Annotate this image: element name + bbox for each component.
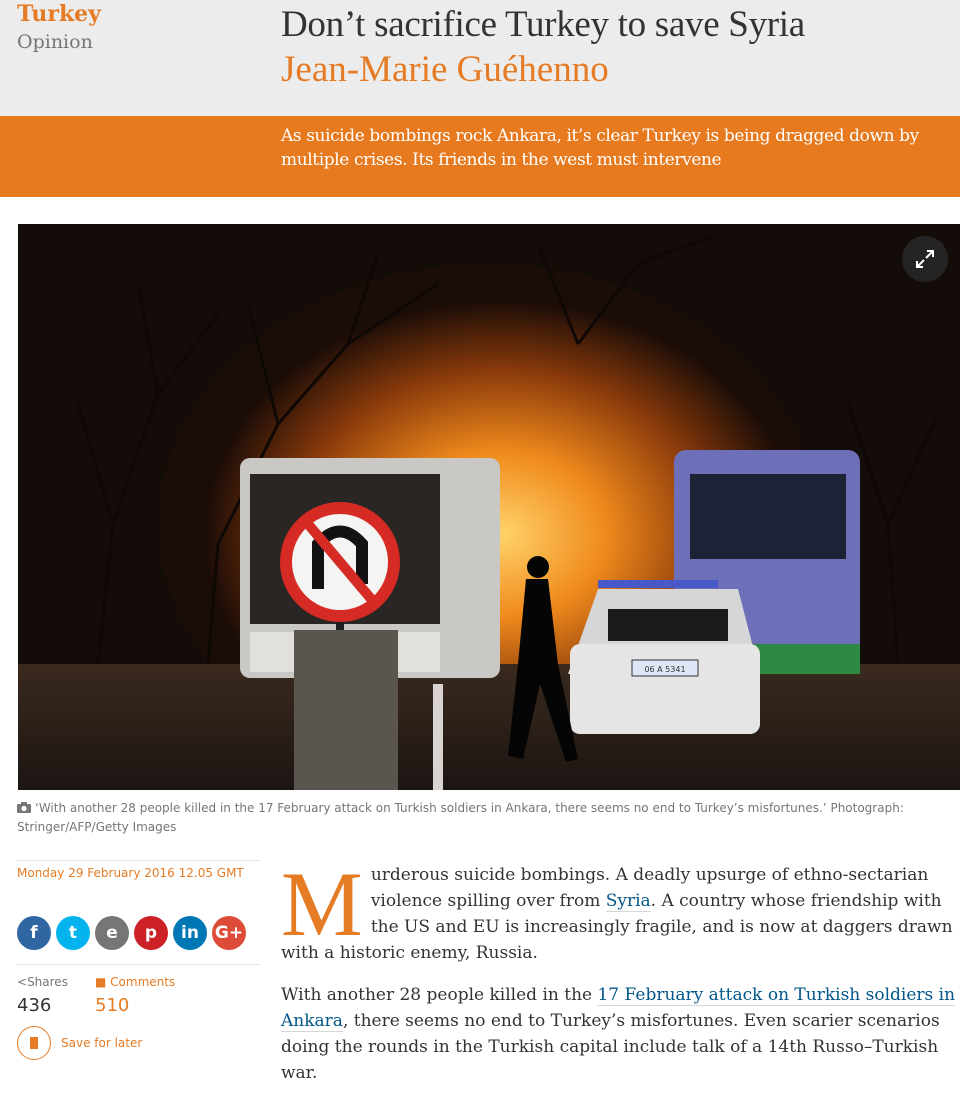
series-label[interactable]: Opinion bbox=[17, 31, 93, 53]
paragraph-1-text-b: . A country whose friendship with the US and EU is increasingly fragile, and is now at daggers drawn with a historic enemy, Russia. bbox=[281, 891, 953, 963]
comment-icon: ■ bbox=[95, 975, 107, 989]
twitter-share-button[interactable]: t bbox=[56, 916, 90, 950]
googleplus-share-button[interactable]: G+ bbox=[212, 916, 246, 950]
paragraph-2-text-b: , there seems no end to Turkey’s misfortunes. Even scarier scenarios doing the rounds in the Turkish capital include talk of a 14th Russo–Turkish war. bbox=[281, 1011, 940, 1083]
save-for-later-button[interactable] bbox=[17, 1026, 142, 1060]
comments-link[interactable] bbox=[95, 975, 175, 989]
photo-caption bbox=[17, 799, 927, 836]
byline[interactable]: Jean-Marie Guéhenno bbox=[281, 49, 609, 90]
traffic-post bbox=[433, 684, 443, 790]
share-buttons bbox=[17, 916, 259, 950]
comments-count[interactable]: 510 bbox=[95, 995, 130, 1016]
section-link[interactable]: Turkey bbox=[17, 1, 101, 27]
standfirst-line-1: As suicide bombings rock Ankara, it’s clear Turkey is being dragged down by bbox=[281, 126, 919, 146]
paragraph-2 bbox=[281, 982, 960, 1086]
ankara-attack-link[interactable]: 17 February attack on Turkish soldiers in Ankara bbox=[281, 985, 956, 1031]
main-photo[interactable] bbox=[18, 224, 960, 790]
dropcap: M bbox=[281, 853, 363, 955]
standfirst-bar bbox=[0, 116, 960, 197]
shares-label bbox=[17, 975, 68, 989]
caption-text-1: ‘With another 28 people killed in the 17 February attack on Turkish soldiers in Ankara, there seems no end to Turkey’s misfortunes.’ Photograph: bbox=[35, 801, 904, 815]
syria-link[interactable]: Syria bbox=[605, 891, 651, 911]
save-for-later-label: Save for later bbox=[61, 1036, 143, 1050]
police-car bbox=[568, 580, 760, 734]
license-plate: 06 A 5341 bbox=[644, 665, 686, 674]
photo-scene bbox=[18, 224, 960, 790]
article-body bbox=[281, 853, 960, 1102]
ground bbox=[18, 664, 960, 790]
expand-icon bbox=[915, 249, 935, 269]
paragraph-1-text-a: urderous suicide bombings. A deadly upsurge of ethno-sectarian violence spilling over from bbox=[370, 865, 929, 911]
share-stats bbox=[17, 964, 259, 1025]
headline: Don’t sacrifice Turkey to save Syria bbox=[281, 4, 805, 45]
standfirst-line-2: multiple crises. Its friends in the west must intervene bbox=[281, 150, 722, 170]
facebook-share-button[interactable]: f bbox=[17, 916, 51, 950]
paragraph-2-text-a: With another 28 people killed in the bbox=[281, 985, 598, 1005]
pinterest-share-button[interactable]: p bbox=[134, 916, 168, 950]
article-meta bbox=[17, 860, 259, 1050]
linkedin-share-button[interactable]: in bbox=[173, 916, 207, 950]
caption-text-2: Stringer/AFP/Getty Images bbox=[17, 820, 177, 834]
paragraph-1 bbox=[281, 853, 960, 966]
article-header bbox=[0, 0, 960, 116]
expand-image-button[interactable] bbox=[902, 236, 948, 282]
share-icon: < bbox=[17, 975, 28, 989]
email-share-button[interactable]: e bbox=[95, 916, 129, 950]
bookmark-icon bbox=[17, 1026, 51, 1060]
comments-label-text: Comments bbox=[110, 975, 176, 989]
no-u-turn-sign bbox=[280, 502, 400, 790]
shares-label-text: Shares bbox=[27, 975, 68, 989]
standfirst bbox=[281, 124, 941, 172]
dateline: Monday 29 February 2016 12.05 GMT bbox=[17, 860, 259, 894]
camera-icon bbox=[17, 800, 31, 818]
shares-count: 436 bbox=[17, 995, 52, 1016]
